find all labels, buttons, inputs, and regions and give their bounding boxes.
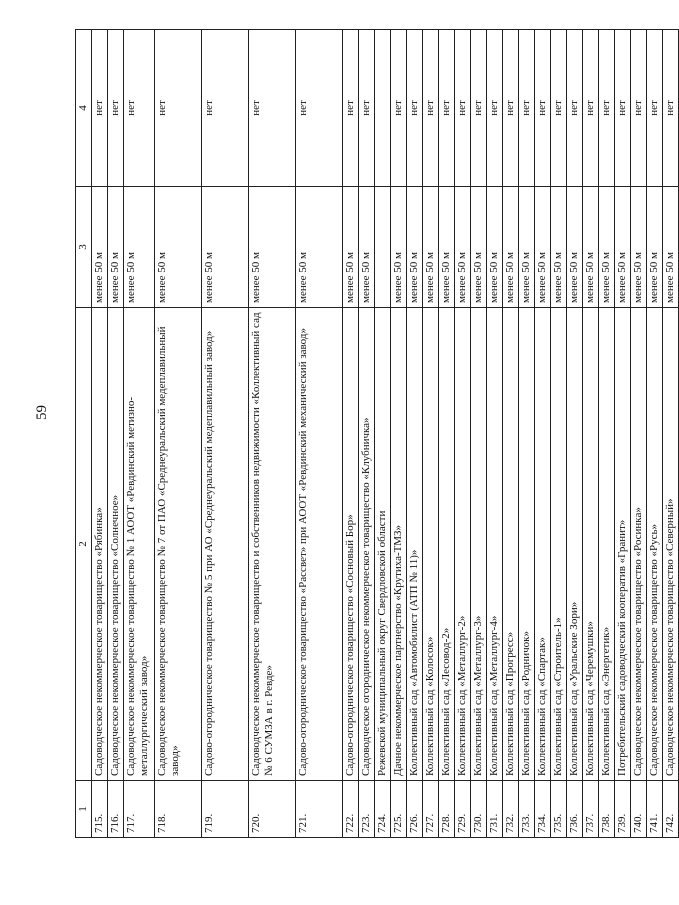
- distance-cell: менее 50 м: [615, 187, 631, 308]
- table-row: [359, 30, 375, 838]
- organization-name-cell: Садоводческое некоммерческое товарищество «Северный»: [663, 308, 679, 781]
- flag-cell: нет: [519, 30, 535, 187]
- table-row: [455, 30, 471, 838]
- organization-name-cell: Коллективный сад «Колосок»: [423, 308, 439, 781]
- flag-cell: нет: [631, 30, 647, 187]
- flag-cell: нет: [124, 30, 155, 187]
- table-row: [471, 30, 487, 838]
- organization-name-cell: Режевской муниципальный округ Свердловской области: [375, 308, 391, 781]
- table-row: [423, 30, 439, 838]
- distance-cell: менее 50 м: [439, 187, 455, 308]
- organization-name-cell: Садово-огородническое товарищество «Рассвет» при АООТ «Ревдинский механический завод»: [296, 308, 343, 781]
- row-number-cell: 732.: [503, 781, 519, 838]
- organization-name-cell: Коллективный сад «Лесовод-2»: [439, 308, 455, 781]
- flag-cell: нет: [296, 30, 343, 187]
- flag-cell: нет: [455, 30, 471, 187]
- flag-cell: нет: [535, 30, 551, 187]
- distance-cell: менее 50 м: [155, 187, 202, 308]
- table-row: [202, 30, 249, 838]
- organization-name-cell: Садово-огородническое товарищество «Сосновый Бор»: [343, 308, 359, 781]
- table-row: [155, 30, 202, 838]
- organization-name-cell: Коллективный сад «Металлург-4»: [487, 308, 503, 781]
- distance-cell: менее 50 м: [663, 187, 679, 308]
- row-number-cell: 729.: [455, 781, 471, 838]
- header-cell-2: 2: [76, 308, 92, 781]
- row-number-cell: 736.: [567, 781, 583, 838]
- organization-name-cell: Садоводческое огородническое некоммерческое товарищество «Клубничка»: [359, 308, 375, 781]
- distance-cell: менее 50 м: [551, 187, 567, 308]
- data-table: [75, 29, 679, 838]
- row-number-cell: 716.: [108, 781, 124, 838]
- table-row: [343, 30, 359, 838]
- row-number-cell: 717.: [124, 781, 155, 838]
- flag-cell: нет: [487, 30, 503, 187]
- distance-cell: менее 50 м: [583, 187, 599, 308]
- distance-cell: менее 50 м: [503, 187, 519, 308]
- flag-cell: нет: [92, 30, 108, 187]
- flag-cell: нет: [471, 30, 487, 187]
- organization-name-cell: Коллективный сад «Черемушки»: [583, 308, 599, 781]
- table-row: [663, 30, 679, 838]
- table-row: [439, 30, 455, 838]
- table-row: [535, 30, 551, 838]
- table-row: [92, 30, 108, 838]
- row-number-cell: 730.: [471, 781, 487, 838]
- row-number-cell: 737.: [583, 781, 599, 838]
- table-row: [567, 30, 583, 838]
- row-number-cell: 738.: [599, 781, 615, 838]
- organization-name-cell: Коллективный сад «Автомобилист (АТП № 11)»: [407, 308, 423, 781]
- organization-name-cell: Садово-огородническое товарищество № 5 при АО «Среднеуральский медеплавильный завод»: [202, 308, 249, 781]
- organization-name-cell: Коллективный сад «Металлург-3»: [471, 308, 487, 781]
- flag-cell: нет: [599, 30, 615, 187]
- flag-cell: нет: [583, 30, 599, 187]
- distance-cell: менее 50 м: [359, 187, 375, 308]
- table-row: [551, 30, 567, 838]
- row-number-cell: 725.: [391, 781, 407, 838]
- flag-cell: нет: [202, 30, 249, 187]
- row-number-cell: 740.: [631, 781, 647, 838]
- distance-cell: менее 50 м: [249, 187, 296, 308]
- organization-name-cell: Потребительский садоводческий кооператив «Гранит»: [615, 308, 631, 781]
- row-number-cell: 739.: [615, 781, 631, 838]
- row-number-cell: 718.: [155, 781, 202, 838]
- table-row: [296, 30, 343, 838]
- distance-cell: менее 50 м: [519, 187, 535, 308]
- organization-name-cell: Дачное некоммерческое партнерство «Крутиха-ТМЗ»: [391, 308, 407, 781]
- distance-cell: менее 50 м: [471, 187, 487, 308]
- row-number-cell: 719.: [202, 781, 249, 838]
- flag-cell: нет: [407, 30, 423, 187]
- flag-cell: нет: [439, 30, 455, 187]
- distance-cell: менее 50 м: [487, 187, 503, 308]
- distance-cell: менее 50 м: [535, 187, 551, 308]
- distance-cell: менее 50 м: [92, 187, 108, 308]
- row-number-cell: 722.: [343, 781, 359, 838]
- organization-name-cell: Коллективный сад «Прогресс»: [503, 308, 519, 781]
- distance-cell: [375, 187, 391, 308]
- flag-cell: нет: [663, 30, 679, 187]
- distance-cell: менее 50 м: [296, 187, 343, 308]
- flag-cell: нет: [567, 30, 583, 187]
- flag-cell: нет: [551, 30, 567, 187]
- flag-cell: нет: [343, 30, 359, 187]
- header-cell-4: 4: [76, 30, 92, 187]
- organization-name-cell: Коллективный сад «Строитель-1»: [551, 308, 567, 781]
- row-number-cell: 742.: [663, 781, 679, 838]
- organization-name-cell: Коллективный сад «Уральские Зори»: [567, 308, 583, 781]
- row-number-cell: 727.: [423, 781, 439, 838]
- row-number-cell: 720.: [249, 781, 296, 838]
- row-number-cell: 726.: [407, 781, 423, 838]
- header-cell-1: 1: [76, 781, 92, 838]
- row-number-cell: 728.: [439, 781, 455, 838]
- organization-name-cell: Садоводческое некоммерческое товарищество № 1 АООТ «Ревдинский метизно-металлургический завод»: [124, 308, 155, 781]
- flag-cell: нет: [108, 30, 124, 187]
- row-number-cell: 724.: [375, 781, 391, 838]
- row-number-cell: 723.: [359, 781, 375, 838]
- distance-cell: менее 50 м: [599, 187, 615, 308]
- table-row: [124, 30, 155, 838]
- organization-name-cell: Садоводческое некоммерческое товарищество «Росинка»: [631, 308, 647, 781]
- table-row: [391, 30, 407, 838]
- organization-name-cell: Садоводческое некоммерческое товарищество и собственников недвижимости «Коллективный сад № 6 СУМЗА в г. Ревде»: [249, 308, 296, 781]
- table-row: [503, 30, 519, 838]
- flag-cell: нет: [391, 30, 407, 187]
- table-row: [615, 30, 631, 838]
- distance-cell: менее 50 м: [647, 187, 663, 308]
- organization-name-cell: Садоводческое некоммерческое товарищество «Рябинка»: [92, 308, 108, 781]
- row-number-cell: 735.: [551, 781, 567, 838]
- distance-cell: менее 50 м: [124, 187, 155, 308]
- header-cell-3: 3: [76, 187, 92, 308]
- organization-name-cell: Садоводческое некоммерческое товарищество «Русь»: [647, 308, 663, 781]
- distance-cell: менее 50 м: [455, 187, 471, 308]
- page-number: 59: [34, 405, 50, 420]
- distance-cell: менее 50 м: [391, 187, 407, 308]
- table-row: [599, 30, 615, 838]
- flag-cell: [375, 30, 391, 187]
- table-row: [583, 30, 599, 838]
- organization-name-cell: Коллективный сад «Металлург-2»: [455, 308, 471, 781]
- table-row: [249, 30, 296, 838]
- flag-cell: нет: [249, 30, 296, 187]
- distance-cell: менее 50 м: [631, 187, 647, 308]
- organization-name-cell: Коллективный сад «Родничок»: [519, 308, 535, 781]
- row-number-cell: 715.: [92, 781, 108, 838]
- table-row: [519, 30, 535, 838]
- organization-name-cell: Коллективный сад «Энергетик»: [599, 308, 615, 781]
- distance-cell: менее 50 м: [343, 187, 359, 308]
- distance-cell: менее 50 м: [407, 187, 423, 308]
- flag-cell: нет: [423, 30, 439, 187]
- flag-cell: нет: [155, 30, 202, 187]
- flag-cell: нет: [359, 30, 375, 187]
- flag-cell: нет: [503, 30, 519, 187]
- organization-name-cell: Садоводческое некоммерческое товарищество «Солнечное»: [108, 308, 124, 781]
- table-row: [407, 30, 423, 838]
- table-header-row: [76, 30, 92, 838]
- organization-name-cell: Коллективный сад «Спартак»: [535, 308, 551, 781]
- row-number-cell: 721.: [296, 781, 343, 838]
- table-row: [375, 30, 391, 838]
- distance-cell: менее 50 м: [567, 187, 583, 308]
- organization-name-cell: Садоводческое некоммерческое товарищество № 7 от ПАО «Среднеуральский медеплавильный завод»: [155, 308, 202, 781]
- row-number-cell: 733.: [519, 781, 535, 838]
- distance-cell: менее 50 м: [108, 187, 124, 308]
- distance-cell: менее 50 м: [423, 187, 439, 308]
- row-number-cell: 731.: [487, 781, 503, 838]
- distance-cell: менее 50 м: [202, 187, 249, 308]
- rotated-table-container: [75, 66, 676, 838]
- flag-cell: нет: [647, 30, 663, 187]
- table-row: [108, 30, 124, 838]
- flag-cell: нет: [615, 30, 631, 187]
- table-row: [647, 30, 663, 838]
- table-row: [631, 30, 647, 838]
- row-number-cell: 741.: [647, 781, 663, 838]
- table-row: [487, 30, 503, 838]
- row-number-cell: 734.: [535, 781, 551, 838]
